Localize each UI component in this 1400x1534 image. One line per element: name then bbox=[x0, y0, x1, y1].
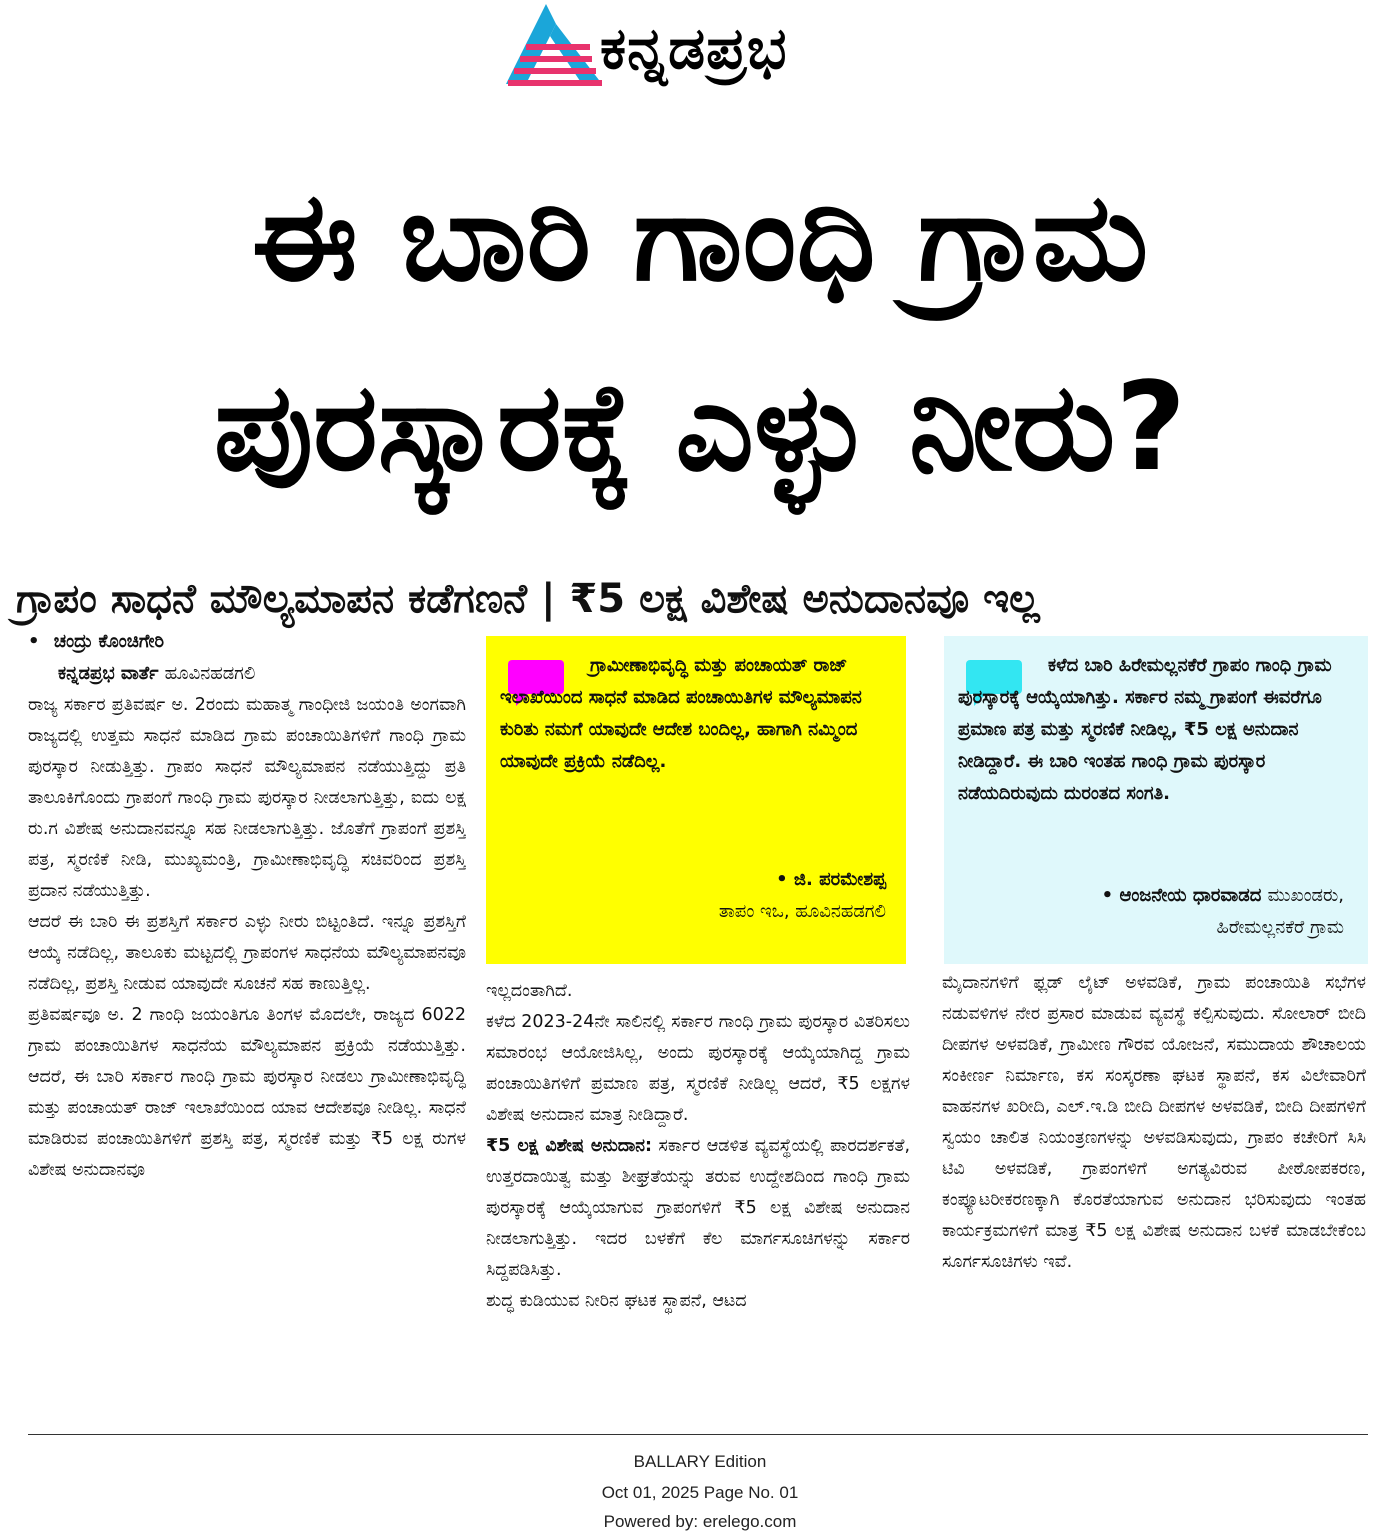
date-page-label: Oct 01, 2025 Page No. 01 bbox=[601, 1483, 799, 1502]
edition-label: BALLARY Edition bbox=[633, 1452, 767, 1471]
col1-paragraph-2: ಆದರೆ ಈ ಬಾರಿ ಈ ಪ್ರಶಸ್ತಿಗೆ ಸರ್ಕಾರ ಎಳ್ಳು ನೀರು ಬಿಟ್ಟಂತಿದೆ. ಇನ್ನೂ ಪ್ರಶಸ್ತಿಗೆ ಆಯ್ಕೆ ನಡೆದಿಲ್ಲ, ತಾಲೂಕು ಮಟ್ಟದಲ್ಲಿ ಗ್ರಾಪಂಗಳ ಸಾಧನೆಯ ಮೌಲ್ಯಮಾಪನವೂ ನಡೆದಿಲ್ಲ, ಪ್ರಶಸ್ತಿ ನೀಡುವ ಯಾವುದೇ ಸೂಚನೆ ಸಹ ಕಾಣುತ್ತಿಲ್ಲ. bbox=[28, 912, 466, 994]
footer-divider bbox=[28, 1434, 1368, 1435]
article-column-2 bbox=[486, 976, 910, 1426]
col2-paragraph-1: ಇಲ್ಲದಂತಾಗಿದೆ. bbox=[486, 981, 573, 1001]
quote-speaker-name: • ಆಂಜನೇಯ ಧಾರವಾಡದ bbox=[1101, 885, 1262, 906]
masthead bbox=[500, 4, 920, 96]
quote-attribution bbox=[719, 864, 886, 928]
quote-box-leader bbox=[944, 636, 1368, 964]
headline bbox=[20, 142, 1380, 522]
byline bbox=[28, 626, 466, 690]
quote-text: ಕಳೆದ ಬಾರಿ ಹಿರೇಮಲ್ಲನಕೆರೆ ಗ್ರಾಪಂ ಗಾಂಧಿ ಗ್ರಾಮ ಪುರಸ್ಕಾರಕ್ಕೆ ಆಯ್ಕೆಯಾಗಿತ್ತು. ಸರ್ಕಾರ ನಮ್ಮ ಗ್ರಾಪಂಗೆ ಈವರೆಗೂ ಪ್ರಮಾಣ ಪತ್ರ ಮತ್ತು ಸ್ಮರಣಿಕೆ ನೀಡಿಲ್ಲ, ₹5 ಲಕ್ಷ ಅನುದಾನ ನೀಡಿದ್ದಾರೆ. ಈ ಬಾರಿ ಇಂತಹ ಗಾಂಧಿ ಗ್ರಾಮ ಪುರಸ್ಕಾರ ನಡೆಯದಿರುವುದು ದುರಂತದ ಸಂಗತಿ. bbox=[958, 655, 1332, 804]
quote-box-official bbox=[486, 636, 906, 964]
byline-agency: ಕನ್ನಡಪ್ರಭ ವಾರ್ತೆ bbox=[58, 663, 159, 684]
col3-paragraph-1: ಮೈದಾನಗಳಿಗೆ ಫ್ಲಡ್ ಲೈಟ್ ಅಳವಡಿಕೆ, ಗ್ರಾಮ ಪಂಚಾಯಿತಿ ಸಭೆಗಳ ನಡುವಳಿಗಳ ನೇರ ಪ್ರಸಾರ ಮಾಡುವ ವ್ಯವಸ್ಥೆ ಕಲ್ಪಿಸುವುದು. ಸೋಲಾರ್ ಬೀದಿ ದೀಪಗಳ ಅಳವಡಿಕೆ, ಗ್ರಾಮೀಣ ಗೌರವ ಯೋಜನೆ, ಸಮುದಾಯ ಶೌಚಾಲಯ ಸಂಕೀರ್ಣ ನಿರ್ಮಾಣ, ಕಸ ಸಂಸ್ಕರಣಾ ಘಟಕ ಸ್ಥಾಪನೆ, ಕಸ ವಿಲೇವಾರಿಗೆ ವಾಹನಗಳ ಖರೀದಿ, ಎಲ್.ಇ.ಡಿ ಬೀದಿ ದೀಪಗಳ ಅಳವಡಿಕೆ, ಬೀದಿ ದೀಪಗಳಿಗೆ ಸ್ವಯಂ ಚಾಲಿತ ನಿಯಂತ್ರಣಗಳನ್ನು ಅಳವಡಿಸುವುದು, ಗ್ರಾಪಂ ಕಚೇರಿಗೆ ಸಿಸಿ ಟಿವಿ ಅಳವಡಿಕೆ, ಗ್ರಾಪಂಗಳಿಗೆ ಅಗತ್ಯವಿರುವ ಪೀಠೋಪಕರಣ, ಕಂಪ್ಯೂಟರೀಕರಣಕ್ಕಾಗಿ ಕೊರತೆಯಾಗುವ ಅನುದಾನ ಭರಿಸುವುದು ಇಂತಹ ಕಾರ್ಯಕ್ರಮಗಳಿಗೆ ಮಾತ್ರ ₹5 ಲಕ್ಷ ವಿಶೇಷ ಅನುದಾನ ಬಳಕೆ ಮಾಡಬೇಕೆಂಬ ಸೂರ್ಗಸೂಚಿಗಳು ಇವೆ. bbox=[942, 973, 1366, 1272]
col2-paragraph-4: ಶುದ್ಧ ಕುಡಿಯುವ ನೀರಿನ ಘಟಕ ಸ್ಥಾಪನೆ, ಆಟದ bbox=[486, 1291, 747, 1311]
byline-place: ಹೂವಿನಹಡಗಲಿ bbox=[164, 663, 256, 684]
newspaper-logo-icon bbox=[506, 4, 602, 90]
subsection-heading: ₹5 ಲಕ್ಷ ವಿಶೇಷ ಅನುದಾನ: bbox=[486, 1136, 652, 1156]
col1-paragraph-3: ಪ್ರತಿವರ್ಷವೂ ಅ. 2 ಗಾಂಧಿ ಜಯಂತಿಗೂ ತಿಂಗಳ ಮೊದಲೇ, ರಾಜ್ಯದ 6022 ಗ್ರಾಮ ಪಂಚಾಯಿತಿಗಳ ಸಾಧನೆಯ ಮೌಲ್ಯಮಾಪನ ಪ್ರಕ್ರಿಯೆ ನಡೆಯುತ್ತಿತ್ತು. ಆದರೆ, ಈ ಬಾರಿ ಸರ್ಕಾರ ಗಾಂಧಿ ಗ್ರಾಮ ಪುರಸ್ಕಾರ ನೀಡಲು ಗ್ರಾಮೀಣಾಭಿವೃದ್ಧಿ ಮತ್ತು ಪಂಚಾಯತ್ ರಾಜ್ ಇಲಾಖೆಯಿಂದ ಯಾವ ಆದೇಶವೂ ನೀಡಿಲ್ಲ. ಸಾಧನೆ ಮಾಡಿರುವ ಪಂಚಾಯಿತಿಗಳಿಗೆ ಪ್ರಶಸ್ತಿ ಪತ್ರ, ಸ್ಮರಣಿಕೆ ಮತ್ತು ₹5 ಲಕ್ಷ ರುಗಳ ವಿಶೇಷ ಅನುದಾನವೂ bbox=[28, 1005, 466, 1180]
byline-bullet: • bbox=[28, 631, 40, 652]
quote-text: ಗ್ರಾಮೀಣಾಭಿವೃದ್ಧಿ ಮತ್ತು ಪಂಚಾಯತ್ ರಾಜ್ ಇಲಾಖೆಯಿಂದ ಸಾಧನೆ ಮಾಡಿದ ಪಂಚಾಯಿತಿಗಳ ಮೌಲ್ಯಮಾಪನ ಕುರಿತು ನಮಗೆ ಯಾವುದೇ ಆದೇಶ ಬಂದಿಲ್ಲ, ಹಾಗಾಗಿ ನಮ್ಮಿಂದ ಯಾವುದೇ ಪ್ರಕ್ರಿಯೆ ನಡೆದಿಲ್ಲ. bbox=[500, 655, 862, 772]
quote-speaker-role-inline: ಮುಖಂಡರು, bbox=[1267, 885, 1344, 906]
quote-speaker-place: ಹಿರೇಮಲ್ಲನಕೆರೆ ಗ್ರಾಮ bbox=[1216, 917, 1344, 938]
byline-author: ಚಂದ್ರು ಕೊಂಚಿಗೇರಿ bbox=[53, 631, 164, 652]
powered-by-label: Powered by: erelego.com bbox=[603, 1512, 797, 1531]
subheadline: ಗ್ರಾಪಂ ಸಾಧನೆ ಮೌಲ್ಯಮಾಪನ ಕಡೆಗಣನೆ | ₹5 ಲಕ್ಷ ವಿಶೇಷ ಅನುದಾನವೂ ಇಲ್ಲ bbox=[16, 576, 1040, 622]
col2-paragraph-3: ₹5 ಲಕ್ಷ ವಿಶೇಷ ಅನುದಾನ: ಸರ್ಕಾರ ಆಡಳಿತ ವ್ಯವಸ್ಥೆಯಲ್ಲಿ ಪಾರದರ್ಶಕತೆ, ಉತ್ತರದಾಯಿತ್ವ ಮತ್ತು ಶೀಘ್ರತೆಯನ್ನು ತರುವ ಉದ್ದೇಶದಿಂದ ಗಾಂಧಿ ಗ್ರಾಮ ಪುರಸ್ಕಾರಕ್ಕೆ ಆಯ್ಕೆಯಾಗುವ ಗ್ರಾಪಂಗಳಿಗೆ ₹5 ಲಕ್ಷ ವಿಶೇಷ ಅನುದಾನ ನೀಡಲಾಗುತ್ತಿತ್ತು. ಇದರ ಬಳಕೆಗೆ ಕೆಲ ಮಾರ್ಗಸೂಚಿಗಳನ್ನು ಸರ್ಕಾರ ಸಿದ್ದಪಡಿಸಿತ್ತು. bbox=[486, 1136, 910, 1280]
headline-line-2: ಪುರಸ್ಕಾರಕ್ಕೆ ಎಳ್ಳು ನೀರು? bbox=[213, 356, 1187, 498]
article-column-1 bbox=[28, 626, 466, 1426]
article-column-3 bbox=[942, 968, 1366, 1428]
masthead-name: ಕನ್ನಡಪ್ರಭ bbox=[600, 14, 788, 82]
quote-speaker-name: • ಜಿ. ಪರಮೇಶಪ್ಪ bbox=[776, 869, 886, 890]
quote-attribution bbox=[1102, 880, 1344, 944]
col2-paragraph-2: ಕಳೆದ 2023-24ನೇ ಸಾಲಿನಲ್ಲಿ ಸರ್ಕಾರ ಗಾಂಧಿ ಗ್ರಾಮ ಪುರಸ್ಕಾರ ವಿತರಿಸಲು ಸಮಾರಂಭ ಆಯೋಜಿಸಿಲ್ಲ, ಅಂದು ಪುರಸ್ಕಾರಕ್ಕೆ ಆಯ್ಕೆಯಾಗಿದ್ದ ಗ್ರಾಮ ಪಂಚಾಯಿತಿಗಳಿಗೆ ಪ್ರಮಾಣ ಪತ್ರ, ಸ್ಮರಣಿಕೆ ನೀಡಿಲ್ಲ ಆದರೆ, ₹5 ಲಕ್ಷಗಳ ವಿಶೇಷ ಅನುದಾನ ಮಾತ್ರ ನೀಡಿದ್ದಾರೆ. bbox=[486, 1012, 910, 1125]
headline-line-1: ಈ ಬಾರಿ ಗಾಂಧಿ ಗ್ರಾಮ bbox=[251, 166, 1149, 308]
quote-speaker-role: ತಾಪಂ ಇಒ, ಹೂವಿನಹಡಗಲಿ bbox=[718, 901, 886, 922]
col1-paragraph-1: ರಾಜ್ಯ ಸರ್ಕಾರ ಪ್ರತಿವರ್ಷ ಅ. 2ರಂದು ಮಹಾತ್ಮ ಗಾಂಧೀಜಿ ಜಯಂತಿ ಅಂಗವಾಗಿ ರಾಜ್ಯದಲ್ಲಿ ಉತ್ತಮ ಸಾಧನೆ ಮಾಡಿದ ಗ್ರಾಮ ಪಂಚಾಯಿತಿಗಳಿಗೆ ಗಾಂಧಿ ಗ್ರಾಮ ಪುರಸ್ಕಾರ ನೀಡುತ್ತಿತ್ತು. ಗ್ರಾಪಂ ಸಾಧನೆ ಮೌಲ್ಯಮಾಪನ ನಡೆಯುತ್ತಿದ್ದು ಪ್ರತಿ ತಾಲೂಕಿಗೊಂದು ಗ್ರಾಪಂಗೆ ಗಾಂಧಿ ಗ್ರಾಮ ಪುರಸ್ಕಾರ ನೀಡಲಾಗುತ್ತಿತ್ತು, ಐದು ಲಕ್ಷ ರು.ಗ ವಿಶೇಷ ಅನುದಾನವನ್ನೂ ಸಹ ನೀಡಲಾಗುತ್ತಿತ್ತು. ಜೊತೆಗೆ ಗ್ರಾಪಂಗೆ ಪ್ರಶಸ್ತಿ ಪತ್ರ, ಸ್ಮರಣಿಕೆ ನೀಡಿ, ಮುಖ್ಯಮಂತ್ರಿ, ಗ್ರಾಮೀಣಾಭಿವೃದ್ಧಿ ಸಚಿವರಿಂದ ಪ್ರಶಸ್ತಿ ಪ್ರದಾನ ನಡೆಯುತ್ತಿತ್ತು. bbox=[28, 695, 466, 901]
